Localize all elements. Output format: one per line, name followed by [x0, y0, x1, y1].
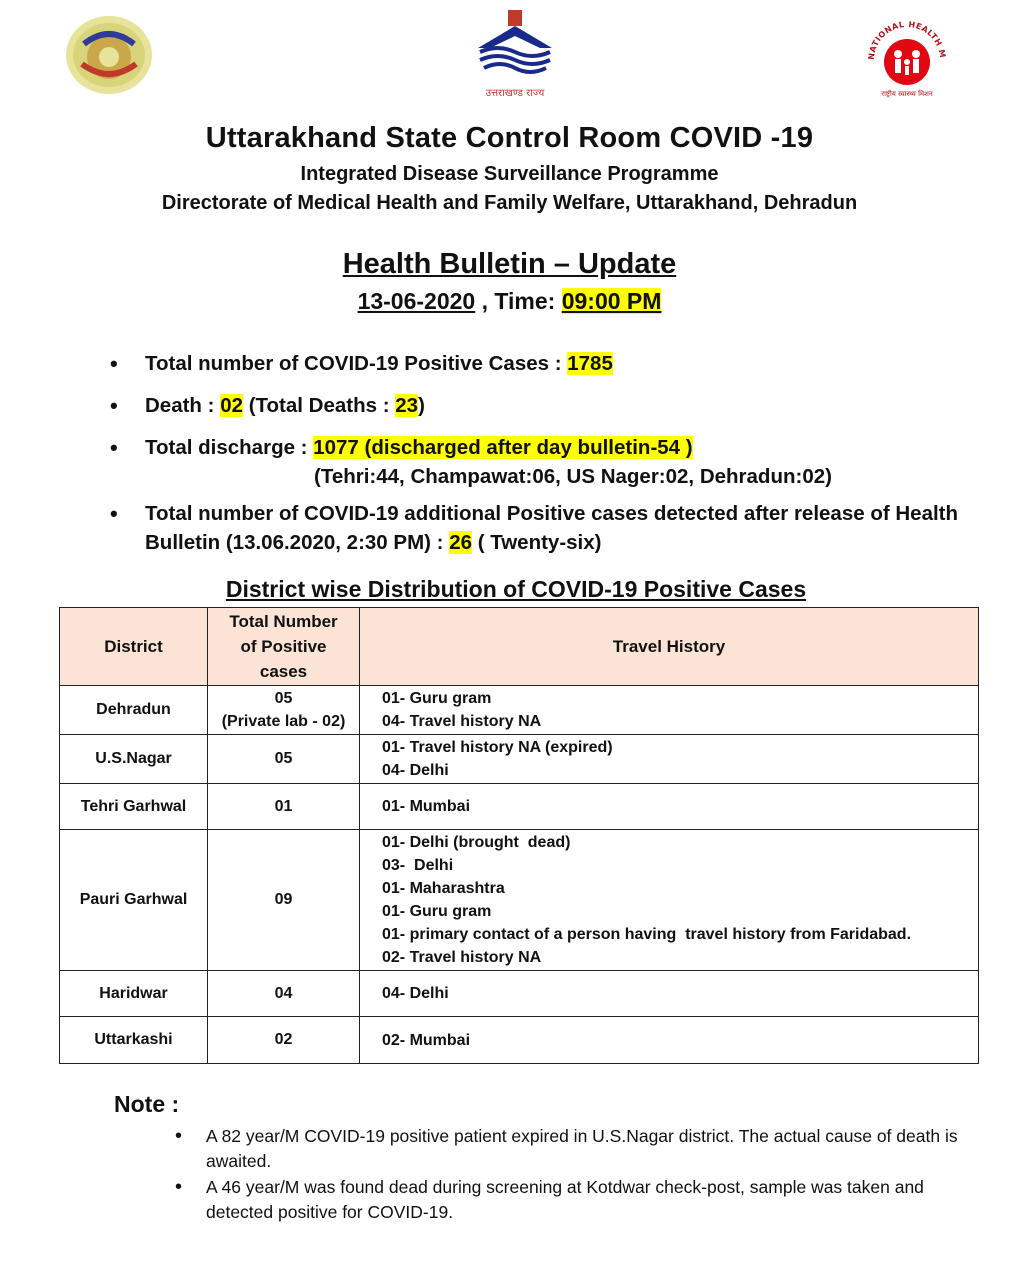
- table-row: [60, 784, 979, 830]
- travel-line: 01- Travel history NA (expired): [382, 739, 613, 756]
- programme-subtitle: Integrated Disease Surveillance Programme: [300, 163, 719, 185]
- additional-cases-words: ( Twenty-six): [472, 531, 602, 554]
- travel-line: 01- Maharashtra: [382, 880, 505, 897]
- total-deaths-label: (Total Deaths :: [243, 394, 396, 417]
- district-cell: Haridwar: [60, 971, 208, 1017]
- bulletin-date-line: [0, 288, 1019, 315]
- travel-line: 01- Delhi (brought dead): [382, 834, 571, 851]
- nhm-logo: [862, 16, 952, 98]
- header-travel: Travel History: [360, 608, 979, 686]
- bulletin-date: 13-06-2020: [357, 288, 476, 314]
- header-count-line1: Total Number: [229, 612, 338, 631]
- discharge-value: 1077 (discharged after day bulletin-54 ): [313, 436, 693, 459]
- travel-line: 04- Delhi: [382, 762, 449, 779]
- uttarakhand-emblem-icon: [470, 8, 560, 80]
- uttarakhand-emblem: [470, 8, 560, 99]
- count-note: (Private lab - 02): [221, 713, 346, 730]
- table-row: [60, 830, 979, 971]
- positive-cases-value: 1785: [567, 352, 613, 375]
- positive-cases-item: [110, 349, 990, 378]
- count-value: 05: [274, 690, 293, 707]
- count-cell: [208, 686, 360, 735]
- travel-line: 02- Travel history NA: [382, 949, 542, 966]
- table-row: [60, 735, 979, 784]
- district-cell: Dehradun: [60, 686, 208, 735]
- count-cell: 05: [208, 735, 360, 784]
- travel-line: 01- Guru gram: [382, 690, 492, 707]
- idsp-logo: [64, 14, 154, 96]
- travel-cell: [360, 830, 979, 971]
- note-title: Note :: [114, 1091, 180, 1117]
- count-cell: 09: [208, 830, 360, 971]
- additional-cases-label: Total number of COVID-19 additional Positive cases detected after release of Health Bulletin (13.06.2020, 2:30 PM) :: [145, 502, 959, 554]
- travel-cell: [360, 735, 979, 784]
- additional-cases-value: 26: [449, 531, 473, 554]
- death-value: 02: [220, 394, 243, 417]
- summary-list: [110, 349, 990, 557]
- district-cell: U.S.Nagar: [60, 735, 208, 784]
- district-cell: Tehri Garhwal: [60, 784, 208, 830]
- travel-line: 01- Guru gram: [382, 903, 492, 920]
- page-title: Uttarakhand State Control Room COVID -19: [205, 122, 814, 154]
- travel-line: 02- Mumbai: [382, 1031, 471, 1049]
- travel-cell: [360, 686, 979, 735]
- discharge-item: [110, 433, 990, 491]
- bulletin-title: Health Bulletin – Update: [342, 248, 677, 280]
- note-item: • A 82 year/M COVID-19 positive patient expired in U.S.Nagar district. The actual cause of death is awaited.: [175, 1124, 985, 1174]
- header-count-line3: cases: [259, 662, 308, 681]
- district-cell: Uttarkashi: [60, 1017, 208, 1064]
- total-deaths-close: ): [418, 394, 425, 417]
- positive-cases-label: Total number of COVID-19 Positive Cases :: [145, 352, 568, 375]
- count-cell: 01: [208, 784, 360, 830]
- header-count-line2: of Positive: [240, 637, 327, 656]
- discharge-breakdown: (Tehri:44, Champawat:06, US Nager:02, Dehradun:02): [314, 465, 832, 488]
- discharge-label: Total discharge :: [145, 436, 314, 459]
- travel-line: 04- Travel history NA: [382, 713, 542, 730]
- uttarakhand-emblem-caption: उत्तराखण्ड राज्य: [485, 88, 545, 99]
- header-count: [208, 608, 360, 686]
- district-table: [59, 607, 979, 1064]
- nhm-ring-text: NATIONAL HEALTH M: [866, 19, 948, 61]
- table-row: [60, 1017, 979, 1064]
- travel-cell: [360, 971, 979, 1017]
- table-title: District wise Distribution of COVID-19 Positive Cases: [225, 576, 807, 602]
- directorate-subtitle: Directorate of Medical Health and Family Welfare, Uttarakhand, Dehradun: [161, 192, 858, 214]
- additional-cases-item: [110, 499, 990, 557]
- time-label: , Time:: [475, 288, 562, 314]
- travel-line: 01- Mumbai: [382, 798, 471, 815]
- travel-line: 01- primary contact of a person having travel history from Faridabad.: [382, 926, 912, 943]
- travel-line: 04- Delhi: [382, 985, 449, 1002]
- header-district: District: [60, 608, 208, 686]
- district-cell: Pauri Garhwal: [60, 830, 208, 971]
- count-cell: 02: [208, 1017, 360, 1064]
- death-item: [110, 391, 990, 420]
- travel-line: 03- Delhi: [382, 857, 454, 874]
- travel-cell: [360, 1017, 979, 1064]
- table-row: [60, 686, 979, 735]
- notes-list: [175, 1124, 985, 1226]
- bulletin-time: 09:00 PM: [561, 288, 662, 314]
- nhm-caption: राष्ट्रीय स्वास्थ्य मिशन: [881, 90, 933, 98]
- nhm-emblem-icon: [862, 16, 952, 98]
- table-row: [60, 971, 979, 1017]
- note-item: • A 46 year/M was found dead during screening at Kotdwar check-post, sample was taken and detected positive for COVID-19.: [175, 1175, 985, 1225]
- count-cell: 04: [208, 971, 360, 1017]
- death-label: Death :: [145, 394, 221, 417]
- travel-cell: [360, 784, 979, 830]
- table-header-row: [60, 608, 979, 686]
- total-deaths-value: 23: [395, 394, 419, 417]
